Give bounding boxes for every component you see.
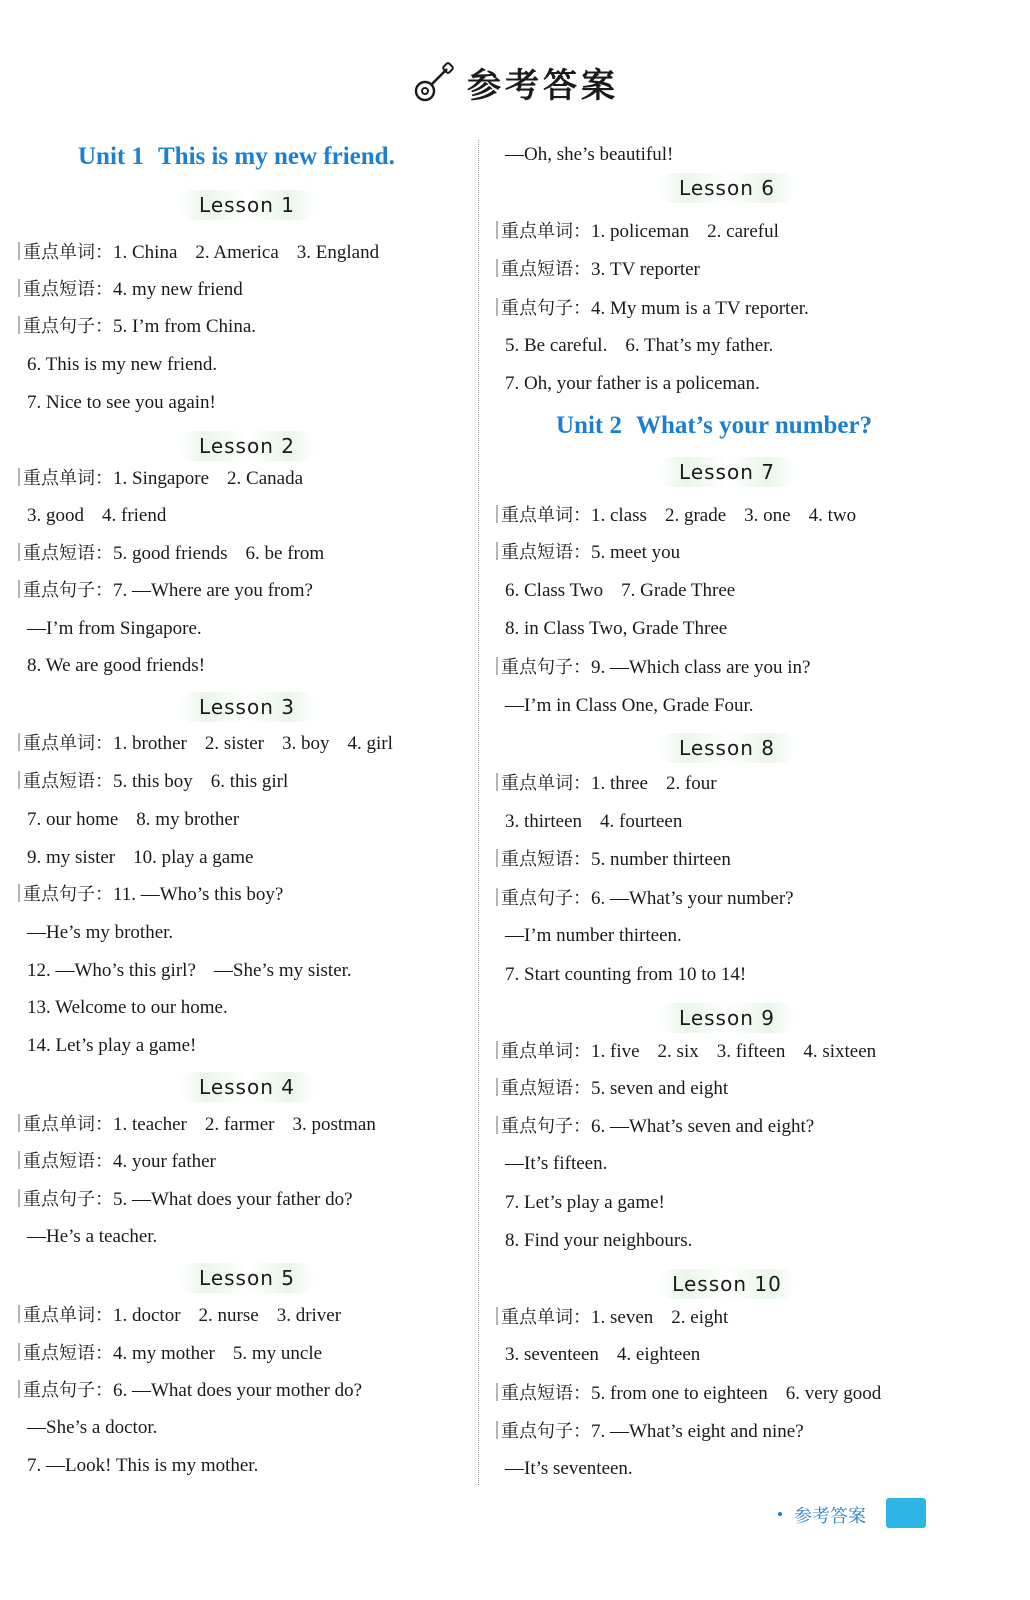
answer-item: 6. —What does your mother do? xyxy=(113,1380,363,1401)
answer-item: 6. Class Two xyxy=(505,580,604,601)
lesson-heading: Lesson 2 xyxy=(178,431,316,461)
answer-item: 9. my sister xyxy=(27,847,116,868)
answer-line xyxy=(18,1112,376,1138)
lesson-heading: Lesson 5 xyxy=(178,1263,316,1293)
answer-item: 6. This is my new friend. xyxy=(27,354,218,375)
answer-label: 重点句子： xyxy=(501,1116,591,1137)
answer-item: 4. girl xyxy=(347,733,393,754)
label-marker xyxy=(496,505,498,523)
answer-item: 10. play a game xyxy=(133,847,254,868)
answer-label: 重点单词： xyxy=(501,1307,591,1328)
lesson-heading: Lesson 1 xyxy=(178,190,316,220)
answer-line xyxy=(18,578,313,604)
answer-line xyxy=(496,771,717,797)
answer-line xyxy=(18,653,205,679)
answer-item: —I’m in Class One, Grade Four. xyxy=(505,695,754,716)
answer-item: 4. your father xyxy=(113,1151,216,1172)
label-marker xyxy=(496,888,498,906)
lesson-heading: Lesson 6 xyxy=(658,173,796,203)
answer-item: 1. doctor xyxy=(113,1305,181,1326)
label-marker xyxy=(18,580,20,598)
answer-item: 6. —What’s seven and eight? xyxy=(591,1116,815,1137)
answer-label: 重点单词： xyxy=(23,242,113,263)
unit-number: Unit 1 xyxy=(78,143,144,170)
answer-item: 5. meet you xyxy=(591,542,681,563)
answer-line xyxy=(18,541,324,567)
answer-label: 重点句子： xyxy=(23,884,113,905)
label-marker xyxy=(496,849,498,867)
answer-item: 1. policeman xyxy=(591,221,690,242)
label-marker xyxy=(18,316,20,334)
label-marker xyxy=(496,1383,498,1401)
answer-item: 5. I’m from China. xyxy=(113,316,257,337)
answer-label: 重点短语： xyxy=(501,1078,591,1099)
answer-item: 14. Let’s play a game! xyxy=(27,1035,197,1056)
answer-line xyxy=(496,886,794,912)
answer-line xyxy=(496,219,779,245)
answer-label: 重点句子： xyxy=(501,888,591,909)
answer-item: 3. postman xyxy=(292,1114,376,1135)
answer-line xyxy=(496,333,773,359)
answer-item: 1. teacher xyxy=(113,1114,187,1135)
answer-line xyxy=(18,616,202,642)
answer-item: 3. seventeen xyxy=(505,1344,599,1365)
guitar-icon xyxy=(411,61,455,105)
label-marker xyxy=(496,542,498,560)
answer-line xyxy=(496,1190,665,1216)
answer-item: 6. very good xyxy=(785,1383,882,1404)
answer-label: 重点句子： xyxy=(501,1421,591,1442)
answer-label: 重点单词： xyxy=(501,505,591,526)
answer-item: 13. Welcome to our home. xyxy=(27,997,228,1018)
answer-item: —I’m from Singapore. xyxy=(27,618,202,639)
unit-title: This is my new friend. xyxy=(157,143,395,170)
answer-label: 重点短语： xyxy=(23,279,113,300)
answer-line xyxy=(496,1039,876,1065)
label-marker xyxy=(18,884,20,902)
label-marker xyxy=(496,657,498,675)
answer-item: 4. my new friend xyxy=(113,279,243,300)
answer-item: 4. My mum is a TV reporter. xyxy=(591,298,809,319)
page-number-box xyxy=(886,1498,926,1528)
label-marker xyxy=(496,259,498,277)
answer-item: 3. boy xyxy=(281,733,330,754)
answer-item: 3. fifteen xyxy=(716,1041,786,1062)
answer-item: 5. from one to eighteen xyxy=(591,1383,768,1404)
answer-label: 重点短语： xyxy=(23,1151,113,1172)
answer-label: 重点句子： xyxy=(501,298,591,319)
answer-item: 3. TV reporter xyxy=(591,259,700,280)
answer-item: 7. our home xyxy=(27,809,119,830)
label-marker xyxy=(496,1078,498,1096)
page-title xyxy=(0,58,1030,107)
answer-label: 重点短语： xyxy=(23,1343,113,1364)
answer-item: 1. seven xyxy=(591,1307,654,1328)
answer-item: 1. class xyxy=(591,505,647,526)
label-marker xyxy=(18,1114,20,1132)
answer-item: 2. farmer xyxy=(204,1114,275,1135)
answer-item: 1. five xyxy=(591,1041,640,1062)
answer-item: 12. —Who’s this girl? xyxy=(27,960,196,981)
answer-label: 重点短语： xyxy=(501,1383,591,1404)
answer-line xyxy=(496,257,700,283)
label-marker xyxy=(18,1189,20,1207)
answer-line xyxy=(496,693,754,719)
answer-item: 3. one xyxy=(744,505,791,526)
answer-item: —He’s my brother. xyxy=(27,922,174,943)
answer-line xyxy=(18,845,253,871)
answer-item: 2. America xyxy=(195,242,279,263)
lesson-heading: Lesson 7 xyxy=(658,457,796,487)
unit-number: Unit 2 xyxy=(556,412,622,439)
label-marker xyxy=(18,468,20,486)
answer-line xyxy=(496,1381,881,1407)
label-marker xyxy=(496,773,498,791)
answer-item: 8. in Class Two, Grade Three xyxy=(505,618,728,639)
answer-line xyxy=(496,1305,728,1331)
answer-line xyxy=(496,1076,728,1102)
label-marker xyxy=(18,771,20,789)
page-title-text: 参考答案 xyxy=(467,66,619,106)
answer-label: 重点短语： xyxy=(23,543,113,564)
answer-line xyxy=(496,1419,804,1445)
answer-label: 重点单词： xyxy=(23,468,113,489)
label-marker xyxy=(18,1305,20,1323)
label-marker xyxy=(18,733,20,751)
answer-line xyxy=(496,847,731,873)
answer-item: 2. four xyxy=(665,773,717,794)
answer-line xyxy=(496,923,682,949)
answer-item: 4. friend xyxy=(102,505,167,526)
answer-line xyxy=(496,809,682,835)
answer-label: 重点单词： xyxy=(23,1114,113,1135)
answer-line xyxy=(496,655,810,681)
answer-item: 2. sister xyxy=(204,733,264,754)
answer-line xyxy=(18,1149,216,1175)
answer-item: 4. two xyxy=(808,505,857,526)
answer-line xyxy=(18,1033,196,1059)
column-divider xyxy=(478,140,479,1485)
answer-item: 8. We are good friends! xyxy=(27,655,206,676)
footer-label: 参考答案 xyxy=(794,1506,866,1527)
unit-heading xyxy=(556,412,872,440)
answer-item: 1. brother xyxy=(113,733,187,754)
answer-item: 5. good friends xyxy=(113,543,228,564)
answer-item: 7. —What’s eight and nine? xyxy=(591,1421,804,1442)
answer-item: 3. driver xyxy=(276,1305,342,1326)
answer-line xyxy=(18,1378,362,1404)
answer-item: 2. six xyxy=(657,1041,699,1062)
answer-label: 重点单词： xyxy=(501,221,591,242)
answer-item: —It’s seventeen. xyxy=(505,1458,633,1479)
answer-item: 4. fourteen xyxy=(600,811,683,832)
answer-item: —She’s a doctor. xyxy=(27,1417,158,1438)
label-marker xyxy=(496,1041,498,1059)
label-marker xyxy=(18,279,20,297)
answer-item: 7. —Look! This is my mother. xyxy=(27,1455,259,1476)
unit-heading xyxy=(78,143,395,171)
answer-item: 2. grade xyxy=(664,505,727,526)
label-marker xyxy=(496,1116,498,1134)
answer-item: 5. number thirteen xyxy=(591,849,731,870)
answer-line xyxy=(18,240,379,266)
answer-line xyxy=(18,1187,353,1213)
answer-line xyxy=(18,352,217,378)
answer-line xyxy=(18,390,216,416)
answer-item: 5. my uncle xyxy=(232,1343,323,1364)
answer-line xyxy=(18,1341,322,1367)
answer-line xyxy=(18,1415,157,1441)
answer-item: 11. —Who’s this boy? xyxy=(113,884,284,905)
answer-item: 4. my mother xyxy=(113,1343,215,1364)
answer-line xyxy=(18,314,256,340)
answer-label: 重点短语： xyxy=(501,849,591,870)
answer-line xyxy=(18,1453,258,1479)
answer-item: 5. this boy xyxy=(113,771,193,792)
answer-item: 9. —Which class are you in? xyxy=(591,657,811,678)
answer-label: 重点句子： xyxy=(501,657,591,678)
answer-line xyxy=(18,807,239,833)
lesson-heading: Lesson 4 xyxy=(178,1072,316,1102)
answer-line xyxy=(496,142,673,168)
answer-item: —Oh, she’s beautiful! xyxy=(505,144,674,165)
answer-line xyxy=(496,371,760,397)
answer-item: 6. —What’s your number? xyxy=(591,888,794,909)
answer-line xyxy=(496,296,809,322)
answer-item: 7. —Where are you from? xyxy=(113,580,313,601)
answer-item: 2. Canada xyxy=(227,468,304,489)
answer-line xyxy=(496,1151,607,1177)
answer-item: 2. eight xyxy=(671,1307,729,1328)
answer-item: 2. careful xyxy=(707,221,779,242)
answer-label: 重点句子： xyxy=(23,1189,113,1210)
answer-item: 3. thirteen xyxy=(505,811,583,832)
lesson-heading: Lesson 9 xyxy=(658,1003,796,1033)
label-marker xyxy=(18,543,20,561)
label-marker xyxy=(18,242,20,260)
answer-item: 5. Be careful. xyxy=(505,335,608,356)
answer-label: 重点单词： xyxy=(501,1041,591,1062)
answer-item: 7. Oh, your father is a policeman. xyxy=(505,373,760,394)
answer-item: 6. this girl xyxy=(210,771,289,792)
answer-line xyxy=(496,1228,692,1254)
answer-line xyxy=(18,503,166,529)
footer-dot xyxy=(778,1512,782,1516)
answer-label: 重点单词： xyxy=(23,733,113,754)
answer-item: 5. —What does your father do? xyxy=(113,1189,353,1210)
answer-item: —I’m number thirteen. xyxy=(505,925,682,946)
label-marker xyxy=(18,1380,20,1398)
answer-item: 6. That’s my father. xyxy=(625,335,774,356)
answer-line xyxy=(18,731,393,757)
answer-line xyxy=(496,503,856,529)
answer-line xyxy=(18,920,173,946)
label-marker xyxy=(496,298,498,316)
label-marker xyxy=(496,1307,498,1325)
answer-line xyxy=(496,1342,700,1368)
answer-line xyxy=(18,1303,341,1329)
label-marker xyxy=(496,221,498,239)
answer-line xyxy=(496,1114,814,1140)
lesson-heading: Lesson 10 xyxy=(658,1269,796,1299)
answer-item: —She’s my sister. xyxy=(213,960,352,981)
answer-label: 重点句子： xyxy=(23,1380,113,1401)
lesson-heading: Lesson 8 xyxy=(658,733,796,763)
answer-item: 1. three xyxy=(591,773,648,794)
answer-item: 4. eighteen xyxy=(616,1344,701,1365)
answer-item: 8. my brother xyxy=(136,809,240,830)
answer-item: —He’s a teacher. xyxy=(27,1226,158,1247)
answer-label: 重点短语： xyxy=(23,771,113,792)
answer-line xyxy=(496,578,735,604)
answer-label: 重点句子： xyxy=(23,580,113,601)
answer-item: 3. England xyxy=(296,242,380,263)
answer-label: 重点单词： xyxy=(501,773,591,794)
answer-item: 7. Start counting from 10 to 14! xyxy=(505,964,747,985)
answer-label: 重点短语： xyxy=(501,259,591,280)
lesson-heading: Lesson 3 xyxy=(178,692,316,722)
answer-line xyxy=(18,995,228,1021)
answer-item: 7. Nice to see you again! xyxy=(27,392,216,413)
answer-line xyxy=(18,277,243,303)
answer-item: 7. Let’s play a game! xyxy=(505,1192,665,1213)
page-footer xyxy=(790,1496,1010,1536)
label-marker xyxy=(18,1343,20,1361)
answer-item: 4. sixteen xyxy=(803,1041,877,1062)
answer-label: 重点短语： xyxy=(501,542,591,563)
answer-item: 8. Find your neighbours. xyxy=(505,1230,693,1251)
answer-line xyxy=(496,616,727,642)
answer-label: 重点句子： xyxy=(23,316,113,337)
answer-label: 重点单词： xyxy=(23,1305,113,1326)
answer-line xyxy=(18,466,303,492)
answer-line xyxy=(496,962,746,988)
answer-line xyxy=(18,769,288,795)
answer-item: 5. seven and eight xyxy=(591,1078,729,1099)
answer-item: 3. good xyxy=(27,505,84,526)
answer-line xyxy=(18,882,283,908)
answer-item: 1. Singapore xyxy=(113,468,210,489)
answer-line xyxy=(18,1224,157,1250)
answer-line xyxy=(496,1456,633,1482)
answer-item: 7. Grade Three xyxy=(621,580,736,601)
answer-item: 6. be from xyxy=(245,543,325,564)
answer-line xyxy=(496,540,680,566)
label-marker xyxy=(496,1421,498,1439)
label-marker xyxy=(18,1151,20,1169)
answer-item: —It’s fifteen. xyxy=(505,1153,608,1174)
answer-item: 1. China xyxy=(113,242,178,263)
unit-title: What’s your number? xyxy=(635,412,873,439)
answer-item: 2. nurse xyxy=(198,1305,259,1326)
answer-line xyxy=(18,958,352,984)
